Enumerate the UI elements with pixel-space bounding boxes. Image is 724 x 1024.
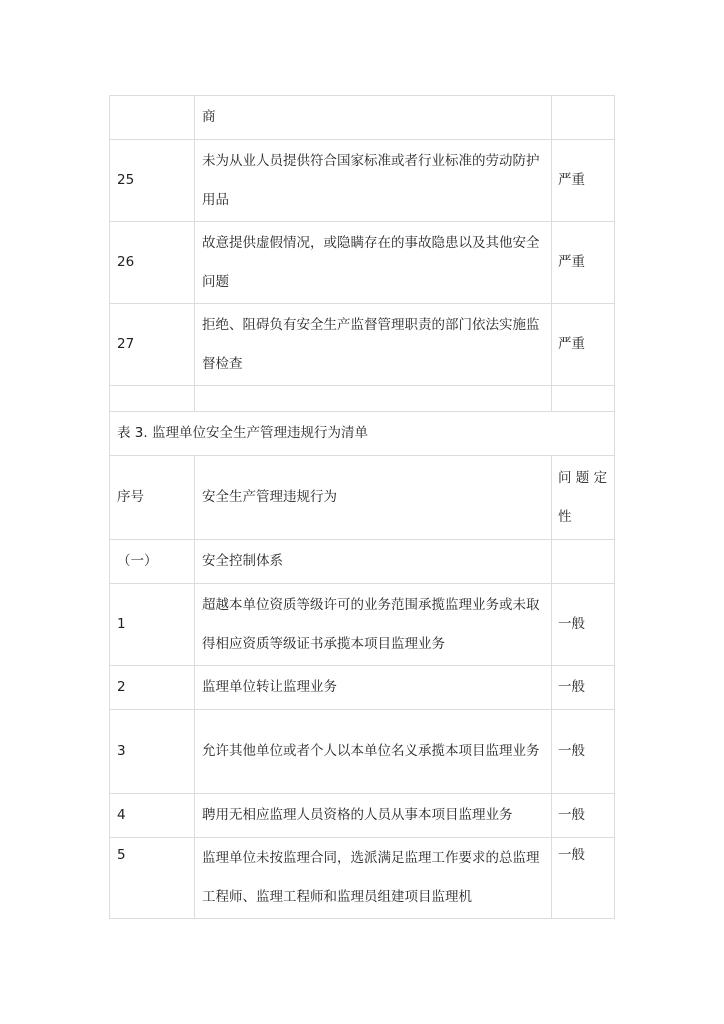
table-row [110,584,615,666]
row-number-cell [110,96,195,140]
level-cell [552,96,615,140]
section-number: （一） [110,540,195,584]
table-row [110,838,615,919]
header-row [110,456,615,540]
description-cell: 故意提供虚假情况，或隐瞒存在的事故隐患以及其他安全问题 [195,222,552,304]
level-cell: 严重 [552,140,615,222]
level-cell: 一般 [552,710,615,794]
table-title-row [110,412,615,456]
table-row [110,140,615,222]
level-cell: 一般 [552,838,615,919]
violation-table [109,95,615,919]
row-number-cell: 27 [110,304,195,386]
level-cell: 一般 [552,794,615,838]
table-row [110,666,615,710]
row-number-cell: 2 [110,666,195,710]
description-cell: 聘用无相应监理人员资格的人员从事本项目监理业务 [195,794,552,838]
level-cell: 严重 [552,222,615,304]
row-number-cell: 25 [110,140,195,222]
header-number: 序号 [110,456,195,540]
description-cell: 允许其他单位或者个人以本单位名义承揽本项目监理业务 [195,710,552,794]
section-row [110,540,615,584]
table-row [110,222,615,304]
header-level: 问 题 定性 [552,456,615,540]
description-cell: 未为从业人员提供符合国家标准或者行业标准的劳动防护用品 [195,140,552,222]
level-cell: 一般 [552,584,615,666]
description-cell: 拒绝、阻碍负有安全生产监督管理职责的部门依法实施监督检查 [195,304,552,386]
table-row [110,96,615,140]
row-number-cell: 26 [110,222,195,304]
empty-row [110,386,615,412]
table-row [110,304,615,386]
description-cell: 监理单位未按监理合同，选派满足监理工作要求的总监理工程师、监理工程师和监理员组建项目监理机 [195,838,552,919]
level-cell: 严重 [552,304,615,386]
table-row [110,794,615,838]
description-cell: 商 [195,96,552,140]
description-cell: 超越本单位资质等级许可的业务范围承揽监理业务或未取得相应资质等级证书承揽本项目监理业务 [195,584,552,666]
row-number-cell: 3 [110,710,195,794]
table-row [110,710,615,794]
row-number-cell: 1 [110,584,195,666]
level-cell: 一般 [552,666,615,710]
description-cell: 监理单位转让监理业务 [195,666,552,710]
level-cell [552,540,615,584]
row-number-cell: 4 [110,794,195,838]
row-number-cell: 5 [110,838,195,919]
header-description: 安全生产管理违规行为 [195,456,552,540]
table3-title: 表 3. 监理单位安全生产管理违规行为清单 [110,412,615,456]
section-title: 安全控制体系 [195,540,552,584]
